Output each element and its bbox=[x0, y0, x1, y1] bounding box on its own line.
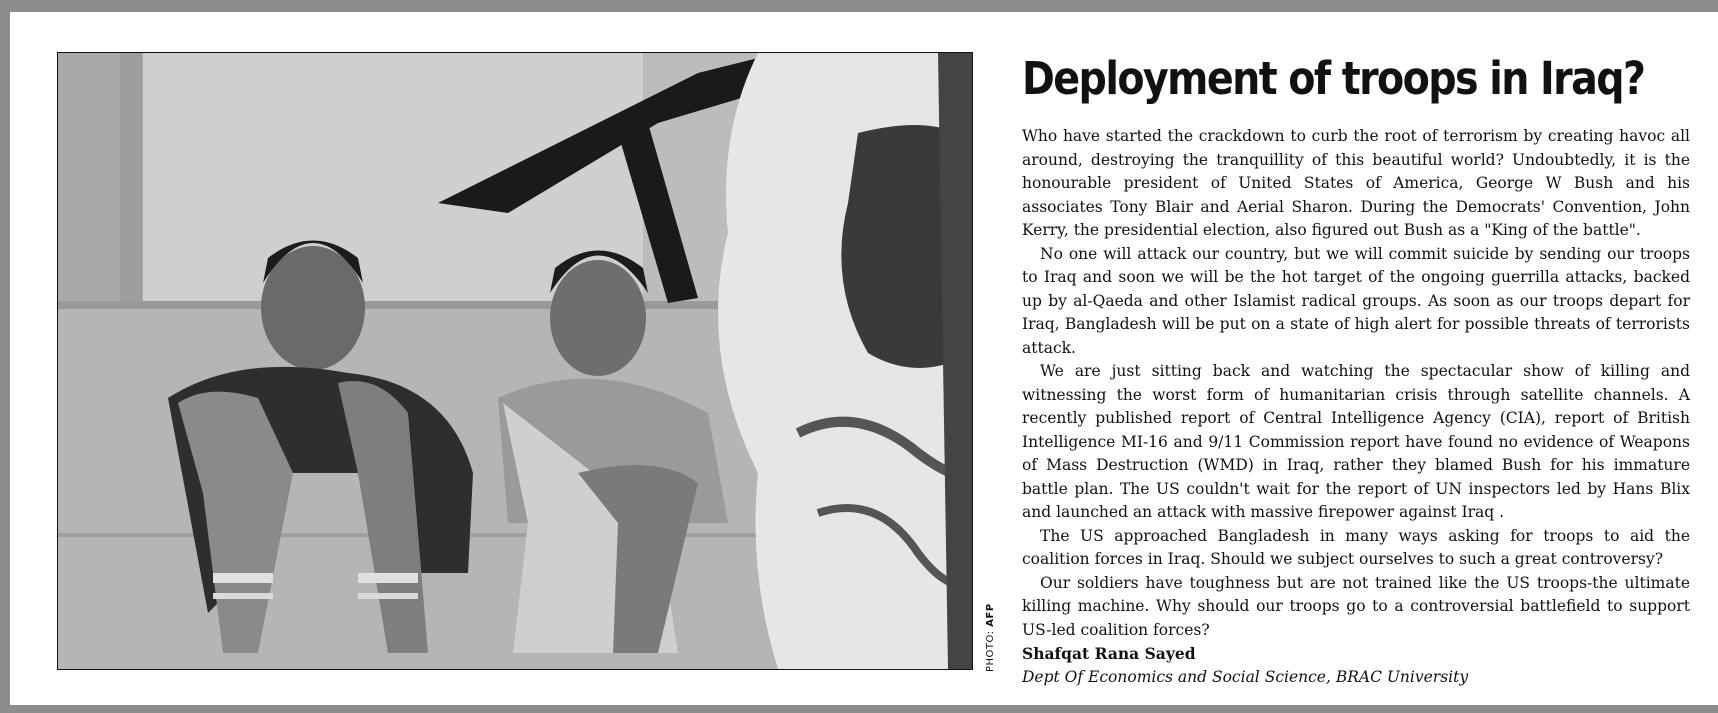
article-paragraph: The US approached Bangladesh in many ways asking for troops to aid the coalition forces in Iraq. Should we subject ourselves to such a great controversy? bbox=[1022, 526, 1690, 568]
author-affiliation: Dept Of Economics and Social Science, BRAC University bbox=[1022, 667, 1469, 686]
news-photo-boys-and-soldier bbox=[57, 52, 973, 670]
author-name: Shafqat Rana Sayed bbox=[1022, 644, 1196, 663]
photo-illustration bbox=[58, 53, 972, 669]
article-paragraph: No one will attack our country, but we will commit suicide by sending our troops to Iraq and soon we will be the hot target of the ongoing guerrilla attacks, backed up by al-Qaeda and other Islamist radical groups. As soon as our troops depart for Iraq, Bangladesh will be put on a state of high alert for possible threats of terrorists attack. bbox=[1022, 244, 1690, 357]
article-paragraph: Our soldiers have toughness but are not trained like the US troops-the ultimate killing machine. Why should our troops go to a controversial battlefield to support US-led coalition forces? bbox=[1022, 573, 1690, 639]
newspaper-page bbox=[10, 12, 1718, 705]
headline: Deployment of troops in Iraq? bbox=[1022, 52, 1645, 105]
article-body bbox=[1022, 125, 1690, 689]
photo-credit: PHOTO: AFP bbox=[985, 603, 996, 672]
article-paragraph: Who have started the crackdown to curb the root of terrorism by creating havoc all around, destroying the tranquillity of this beautiful world? Undoubtedly, it is the honourable president of United States of America, George W Bush and his associates Tony Blair and Aerial Sharon. During the Democrats' Convention, John Kerry, the presidential election, also figured out Bush as a "King of the battle". bbox=[1022, 127, 1690, 239]
article-paragraph: We are just sitting back and watching the spectacular show of killing and witnessing the worst form of humanitarian crisis through satellite channels. A recently published report of Central Intelligence Agency (CIA), report of British Intelligence MI-16 and 9/11 Commission report have found no evidence of Weapons of Mass Destruction (WMD) in Iraq, rather they blamed Bush for his immature battle plan. The US couldn't wait for the report of UN inspectors led by Hans Blix and launched an attack with massive firepower against Iraq . bbox=[1022, 362, 1690, 521]
